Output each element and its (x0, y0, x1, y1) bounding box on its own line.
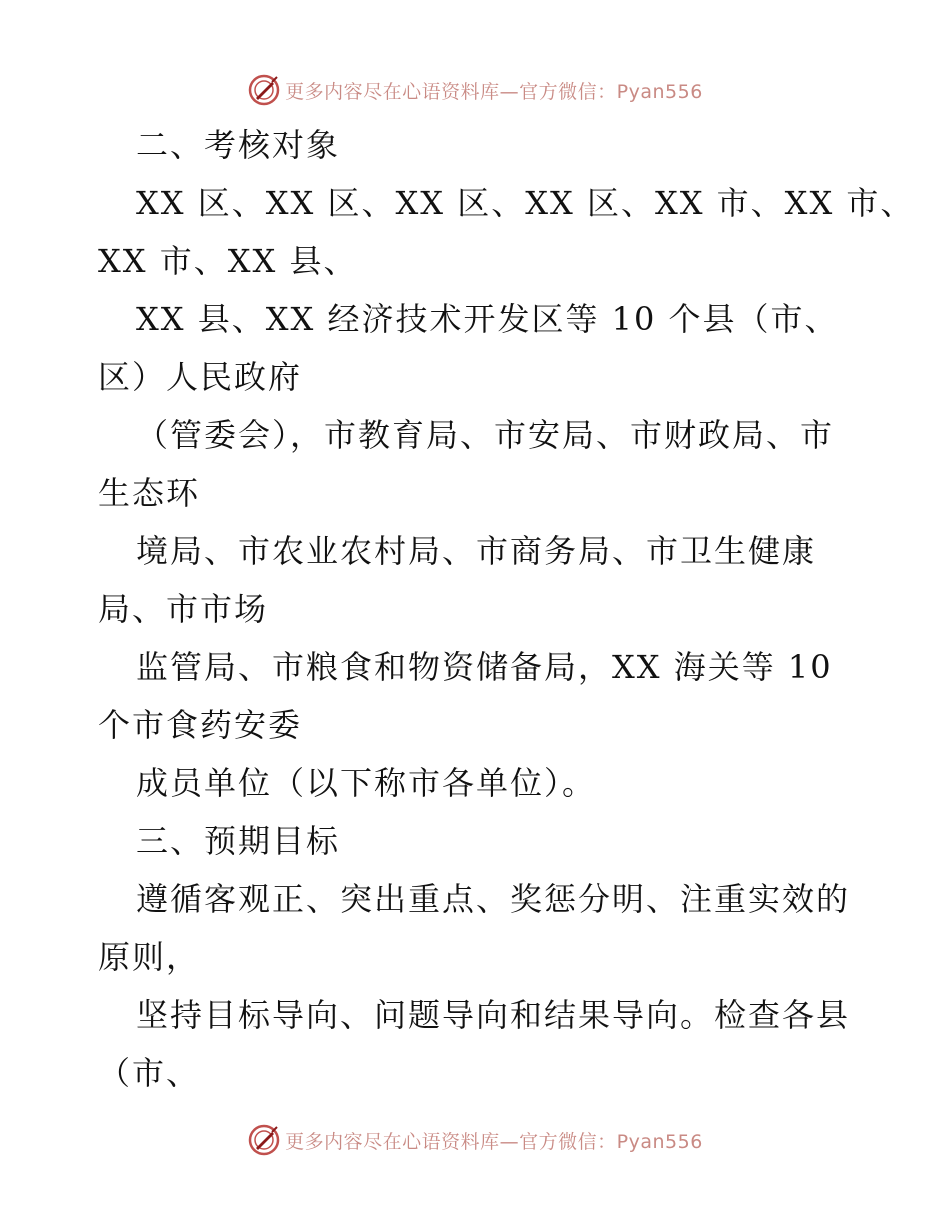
text-line: 局、市市场 (98, 590, 269, 628)
text-line: 生态环 (98, 474, 201, 512)
text-line: （市、 (98, 1054, 201, 1092)
text-line: 遵循客观正、突出重点、奖惩分明、注重实效的 (136, 880, 851, 918)
text-line: （管委会），市教育局、市安局、市财政局、市 (136, 416, 835, 454)
text-line: 原则， (98, 938, 201, 976)
text-line: 个市食药安委 (98, 706, 303, 744)
text-line: 境局、市农业农村局、市商务局、市卫生健康 (136, 532, 817, 570)
pen-logo-icon (247, 1123, 281, 1157)
text-line: 坚持目标导向、问题导向和结果导向。检查各县 (136, 996, 851, 1034)
text-line: XX 县、XX 经济技术开发区等 10 个县（市、 (136, 300, 839, 338)
text-line: 监管局、市粮食和物资储备局，XX 海关等 10 (136, 648, 833, 686)
text-line: XX 市、XX 县、 (98, 242, 358, 280)
heading-expected-goals: 三、预期目标 (136, 822, 341, 860)
heading-assessment-targets: 二、考核对象 (136, 126, 341, 164)
text-line: 成员单位（以下称市各单位）。 (136, 764, 597, 802)
footer-watermark (0, 1120, 950, 1160)
text-line: 区）人民政府 (98, 358, 303, 396)
watermark-text: 更多内容尽在心语资料库—官方微信：Pyan556 (285, 1130, 703, 1153)
pen-logo-icon (247, 73, 281, 107)
header-watermark (0, 70, 950, 110)
watermark-text: 更多内容尽在心语资料库—官方微信：Pyan556 (285, 80, 703, 103)
text-line: XX 区、XX 区、XX 区、XX 区、XX 市、XX 市、 (136, 184, 915, 222)
document-body (98, 116, 915, 1102)
